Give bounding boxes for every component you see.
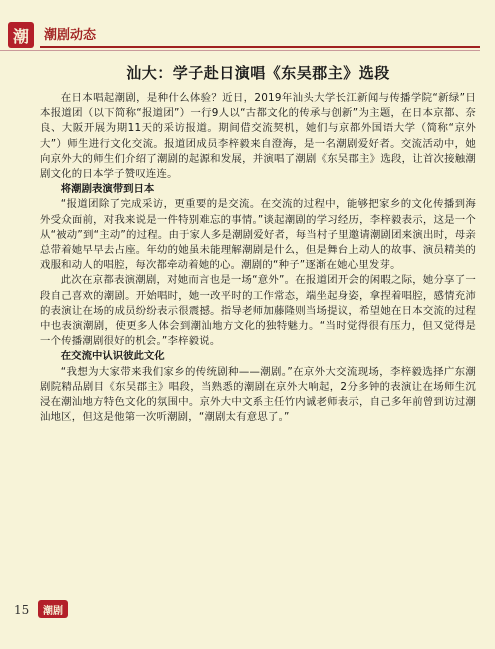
paragraph-2: “报道团除了完成采访，更重要的是交流。在交流的过程中，能够把家乡的文化传播到海外受众面前，对我来说是一件特别难忘的事情。”谈起潮剧的学习经历，李梓毅表示，这是一个从“被动”到“主动”的过程。由于家人多是潮剧爱好者，每当村子里邀请潮剧团来演出时，母亲总带着她早早去占座。年幼的她虽未能理解潮剧是什么，但是舞台上动人的故事、演员精美的戏服和动人的唱腔，每次都牵动着她的心。潮剧的“种子”逐渐在她心里发芽。 [40,198,476,272]
page-header [0,22,495,50]
paragraph-3: 此次在京都表演潮剧，对她而言也是一场“意外”。在报道团开会的闲暇之际，她分享了一段自己喜欢的潮剧。开始唱时，她一改平时的工作常态，端坐起身姿，拿捏着唱腔，感情充沛的表演让在场的成员纷纷表示很震撼。指导老师加藤隆则当场提议，希望她在日本交流的过程中也表演潮剧，使更多人体会到潮汕地方文化的独特魅力。“当时觉得很有压力，但又觉得是一个传播潮剧很好的机会。”李梓毅说。 [40,274,476,348]
subheading-2: 在交流中认识彼此文化 [60,350,165,363]
page-number: 15 [14,603,30,617]
header-rule [40,46,480,48]
footer-logo: 潮剧 [38,600,68,618]
article-title: 汕大：学子赴日演唱《东吴郡主》选段 [126,64,390,82]
paragraph-1: 在日本唱起潮剧，是种什么体验？近日，2019年汕头大学长江新闻与传播学院“新绿”日本报道团（以下简称“报道团”）一行9人以“古都文化的传承与创新”为主题，在日本京都、奈良、大阪开展为期11天的采访报道。期间借交流契机，她们与京都外国语大学（简称“京外大”）师生进行文化交流。报道团成员李梓毅来自澄海，是一名潮剧爱好者。交流活动中，她向京外大的师生们介绍了潮剧的起源和发展，并演唱了潮剧《东吴郡主》选段，让首次接触潮剧文化的日本学子赞叹连连。 [40,92,476,181]
magazine-logo-stamp: 潮 [8,22,34,48]
paragraph-4: “我想为大家带来我们家乡的传统剧种——潮剧。”在京外大交流现场，李梓毅选择广东潮剧院精品剧目《东吴郡主》唱段，当熟悉的潮剧在京外大响起，2分多钟的表演让在场师生沉浸在潮汕地方特色文化的氛围中。京外大中文系主任竹内诚老师表示，自己多年前曾到访过潮汕地区，但这是他第一次听潮剧，“潮剧太有意思了。” [40,365,476,424]
header-rule-thin [0,50,480,51]
section-label: 潮剧动态 [44,28,97,43]
subheading-1: 将潮剧表演带到日本 [60,183,155,196]
article-body [40,62,476,425]
